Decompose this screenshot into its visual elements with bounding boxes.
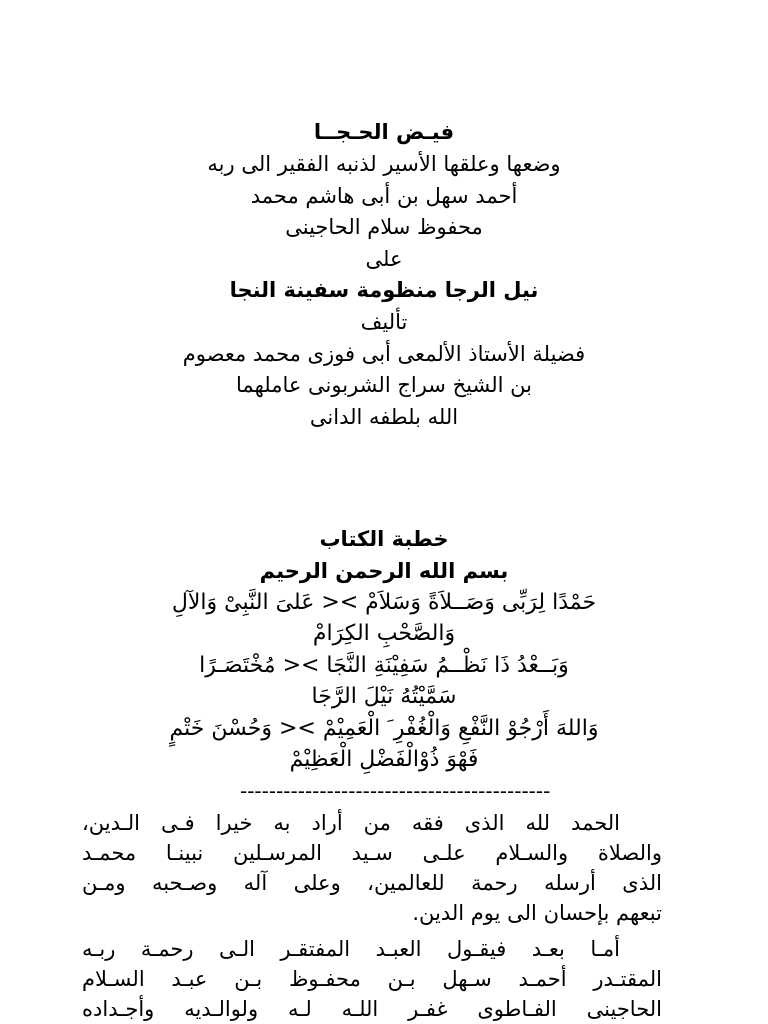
paragraph-line: أمـا بعـد فيقـول العبـد المفتقـر الـى رحمـة ربـه <box>82 937 620 961</box>
orig-author-line-3: الله بلطفه الدانى <box>309 405 459 429</box>
khutba-heading: خطبة الكتاب <box>319 527 449 551</box>
paragraph-line: المقتـدر أحمـد سـهل بـن محفـوظ بـن عبـد السـلام <box>82 967 662 991</box>
verse-1a: حَمْدًا لِرَبِّى وَصَــلاَةً وَسَلاَمْ >< عَلىَ النَّبِىْ وَالآلِ <box>171 590 597 615</box>
paragraph-2 <box>82 934 662 1024</box>
basmala: بسم الله الرحمن الرحيم <box>259 559 509 583</box>
paragraph-line: الحمد لله الذى فقه من أراد به خيرا فـى الـدين، <box>82 811 620 835</box>
orig-author-line-2: بن الشيخ سراج الشربونى عاملهما <box>236 373 532 397</box>
verse-2a: وَبَــعْدُ ذَا نَظْــمُ سَفِيْنَةِ النَّجَا >< مُخْتَصَـرًا <box>199 653 569 678</box>
author-line-1: وضعها وعلقها الأسير لذنبه الفقير الى ربه <box>207 152 561 176</box>
paragraph-line: تبعهم بإحسان الى يوم الدين. <box>412 901 662 925</box>
title: فيـض الحـجــا <box>313 120 455 144</box>
paragraph-1 <box>82 808 662 928</box>
paragraph-line: والصلاة والسـلام علـى سـيد المرسـلين نبينـا محمـد <box>82 841 662 865</box>
author-line-2: أحمد سهل بن أبى هاشم محمد <box>250 184 518 208</box>
paragraph-line: الذى أرسله رحمة للعالمين، وعلى آله وصـحبه ومـن <box>82 871 662 895</box>
verse-3a: وَاللهَ أَرْجُوْ النَّفْعِ وَالْغُفْرِ َ الْعَمِيْمْ >< وَحُسْنَ خَتْمٍ <box>169 716 599 741</box>
verse-2b: سَمَّيْتُهُ نَيْلَ الرَّجَا <box>311 684 457 709</box>
orig-author-line-1: فضيلة الأستاذ الألمعى أبى فوزى محمد معصوم <box>182 342 586 366</box>
paragraph-line: الحاجينى الفـاطوى غفـر اللـه لـه ولوالـديه وأجـداده <box>82 997 662 1021</box>
book-title: نيل الرجا منظومة سفينة النجا <box>229 278 539 302</box>
divider-line: ------------------------------------------- <box>240 779 551 803</box>
author-line-3: محفوظ سلام الحاجينى <box>285 215 483 239</box>
on-word: على <box>365 247 403 271</box>
verse-1b: وَالصَّحْبِ الكِرَامْ <box>312 621 456 646</box>
authored-by: تأليف <box>360 310 408 334</box>
verse-3b: فَهْوَ ذُوْالْفَضْلِ الْعَظِيْمْ <box>289 747 479 772</box>
